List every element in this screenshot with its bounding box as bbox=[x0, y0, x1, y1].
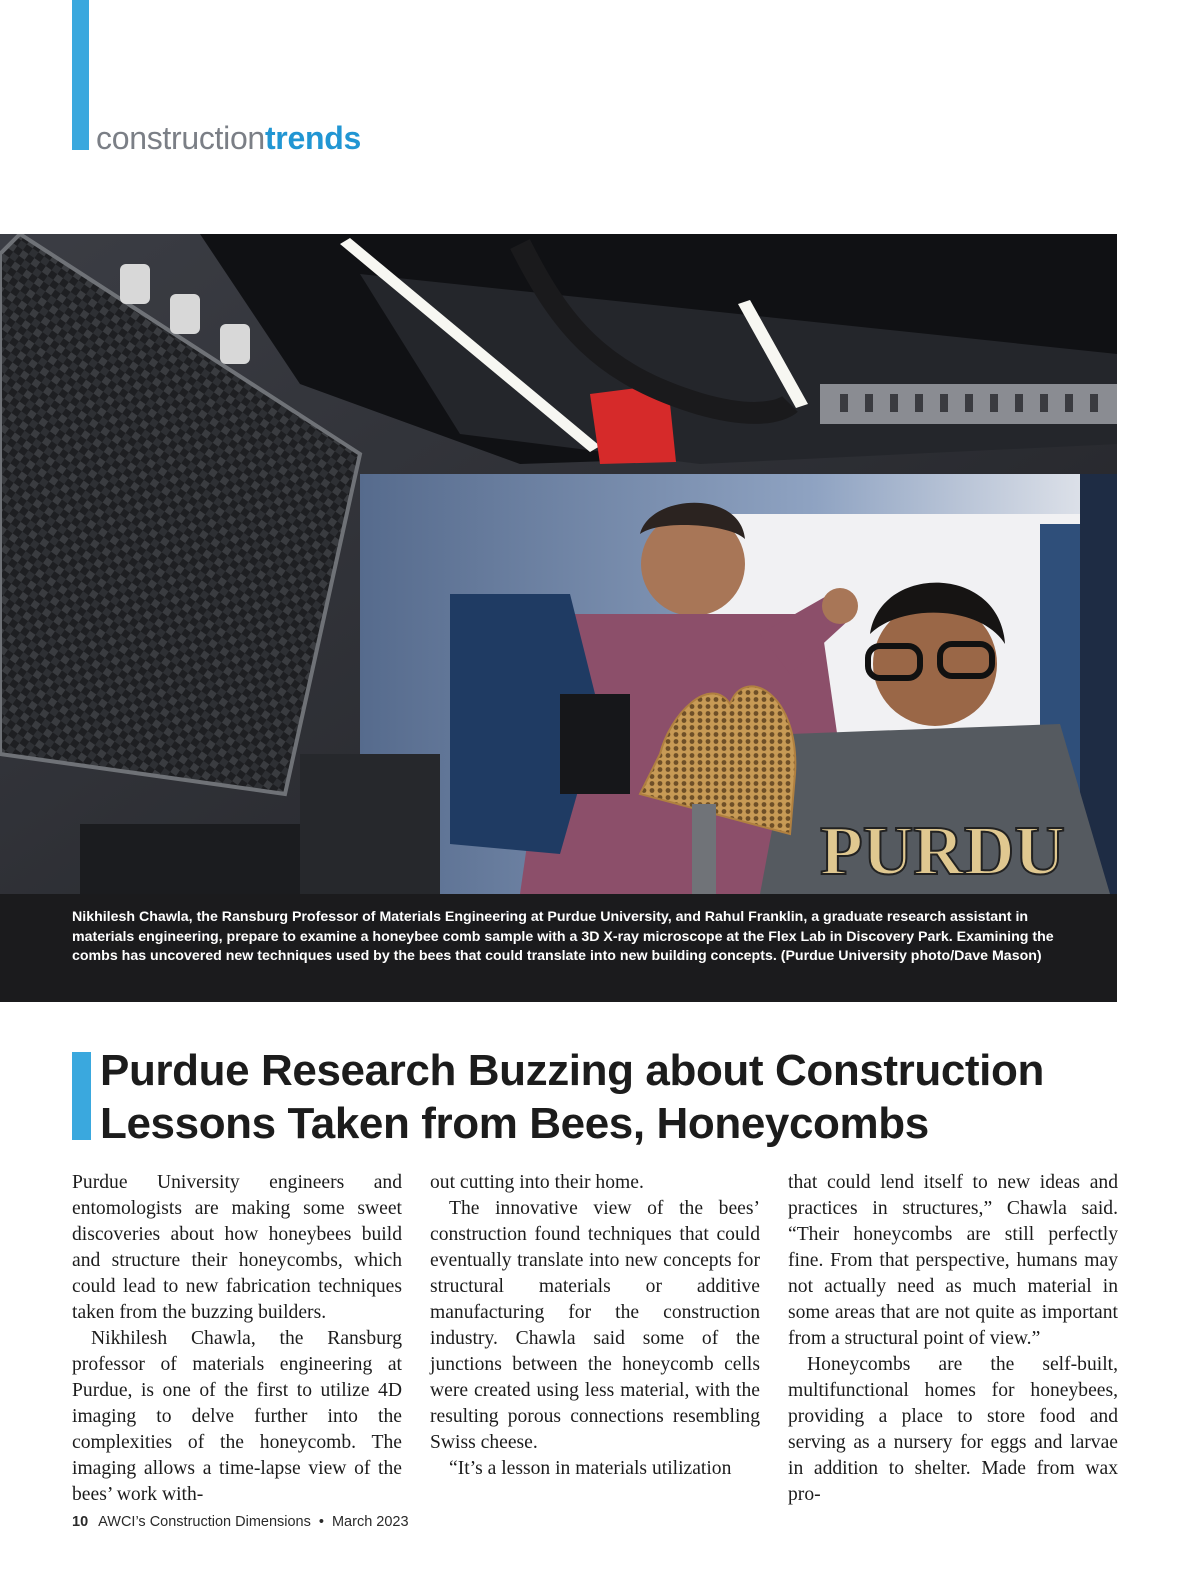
article-column-1 bbox=[72, 1170, 402, 1508]
shirt-text: PURDU bbox=[820, 813, 1065, 890]
column-1-paragraph-2: Nikhilesh Chawla, the Ransburg professor of materials engineering at Purdue, is one of the first to utilize 4D imaging to delve further into the complexities of the honeycomb. The imaging allows a time-lapse view of the bees’ work with- bbox=[72, 1328, 402, 1505]
section-title-bold: trends bbox=[264, 120, 361, 156]
page-footer bbox=[72, 1512, 409, 1532]
column-3-paragraph-2: Honeycombs are the self-built, multifunctional homes for honeybees, providing a place to store food and serving as a nursery for eggs and larvae in addition to shelter. Made from wax pro- bbox=[788, 1354, 1118, 1505]
page-number: 10 bbox=[72, 1514, 89, 1530]
section-accent-bar bbox=[72, 0, 89, 150]
headline-line-1: Purdue Research Buzzing about Construction bbox=[100, 1046, 1044, 1095]
headline-line-2: Lessons Taken from Bees, Honeycombs bbox=[100, 1099, 929, 1148]
column-2-paragraph-2: The innovative view of the bees’ construction found techniques that could eventually translate into new concepts for structural materials or additive manufacturing for the construction industry. Chawla said some of the junctions between the honeycomb cells were created using less material, with the resulting porous connections resembling Swiss cheese. bbox=[430, 1198, 760, 1453]
article-headline bbox=[100, 1044, 1100, 1150]
issue-date: March 2023 bbox=[331, 1514, 409, 1530]
headline-accent-bar bbox=[72, 1052, 91, 1140]
footer-separator: • bbox=[318, 1514, 324, 1530]
column-2-paragraph-1: out cutting into their home. bbox=[430, 1172, 644, 1193]
column-3-paragraph-1: that could lend itself to new ideas and practices in structures,” Chawla said. “Their honeycombs are still perfectly fine. From that perspective, humans may not actually need as much material in some areas that are not quite as important from a structural point of view.” bbox=[788, 1172, 1118, 1349]
publication-name: AWCI’s Construction Dimensions bbox=[98, 1514, 311, 1530]
article-column-2 bbox=[430, 1170, 760, 1482]
article-column-3 bbox=[788, 1170, 1118, 1508]
column-2-paragraph-3: “It’s a lesson in materials utilization bbox=[449, 1458, 732, 1479]
section-title-light: construction bbox=[96, 120, 265, 156]
section-title bbox=[96, 118, 361, 158]
column-1-paragraph-1: Purdue University engineers and entomologists are making some sweet discoveries about how honeybees build and structure their honeycombs, which could lead to new fabrication techniques taken from the buzzing builders. bbox=[72, 1172, 402, 1323]
photo-caption: Nikhilesh Chawla, the Ransburg Professor of Materials Engineering at Purdue University, and Rahul Franklin, a graduate research assistant in materials engineering, prepare to examine a honeybee comb sample with a 3D X-ray microscope at the Flex Lab in Discovery Park. Examining the combs has uncovered new techniques used by the bees that could translate into new building concepts. (Purdue University photo/Dave Mason) bbox=[72, 909, 1054, 964]
article-photo bbox=[0, 234, 1117, 1002]
